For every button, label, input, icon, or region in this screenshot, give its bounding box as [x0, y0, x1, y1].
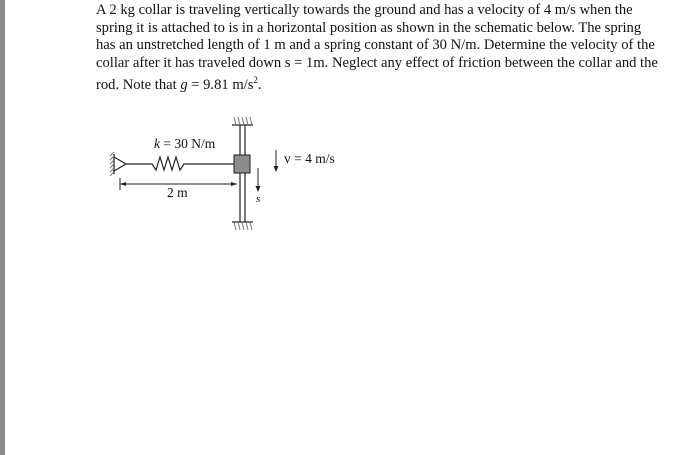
problem-line-4: collar after it has traveled down s = 1m. Neglect any effect of friction between the collar and the: [96, 54, 658, 71]
spring: [126, 157, 234, 170]
top-support: [232, 117, 253, 125]
g-exponent: 2: [253, 75, 258, 86]
bottom-support: [232, 222, 253, 230]
pin-support: [114, 157, 126, 171]
velocity-arrow: [274, 150, 279, 172]
left-wall-support: [110, 152, 114, 176]
problem-line-2: spring it is attached to is in a horizontal position as shown in the schematic below. The spring: [96, 19, 642, 36]
s-arrow: [256, 168, 261, 192]
problem-line-3: has an unstretched length of 1 m and a spring constant of 30 N/m. Determine the velocity of the: [96, 37, 655, 54]
collar: [234, 155, 250, 173]
g-symbol: g: [180, 77, 188, 94]
g-value: = 9.81 m/s: [187, 77, 254, 94]
s-label: s: [256, 193, 261, 205]
k-symbol: k: [154, 136, 160, 151]
spring-constant-label: [154, 136, 215, 152]
line5-suffix: .: [257, 77, 262, 94]
length-label: 2 m: [167, 185, 188, 200]
k-value: = 30 N/m: [160, 136, 216, 151]
velocity-label: v = 4 m/s: [284, 151, 335, 166]
problem-line-1: A 2 kg collar is traveling vertically towards the ground and has a velocity of 4 m/s when the: [96, 2, 633, 18]
line5-prefix: rod. Note that: [96, 77, 181, 94]
